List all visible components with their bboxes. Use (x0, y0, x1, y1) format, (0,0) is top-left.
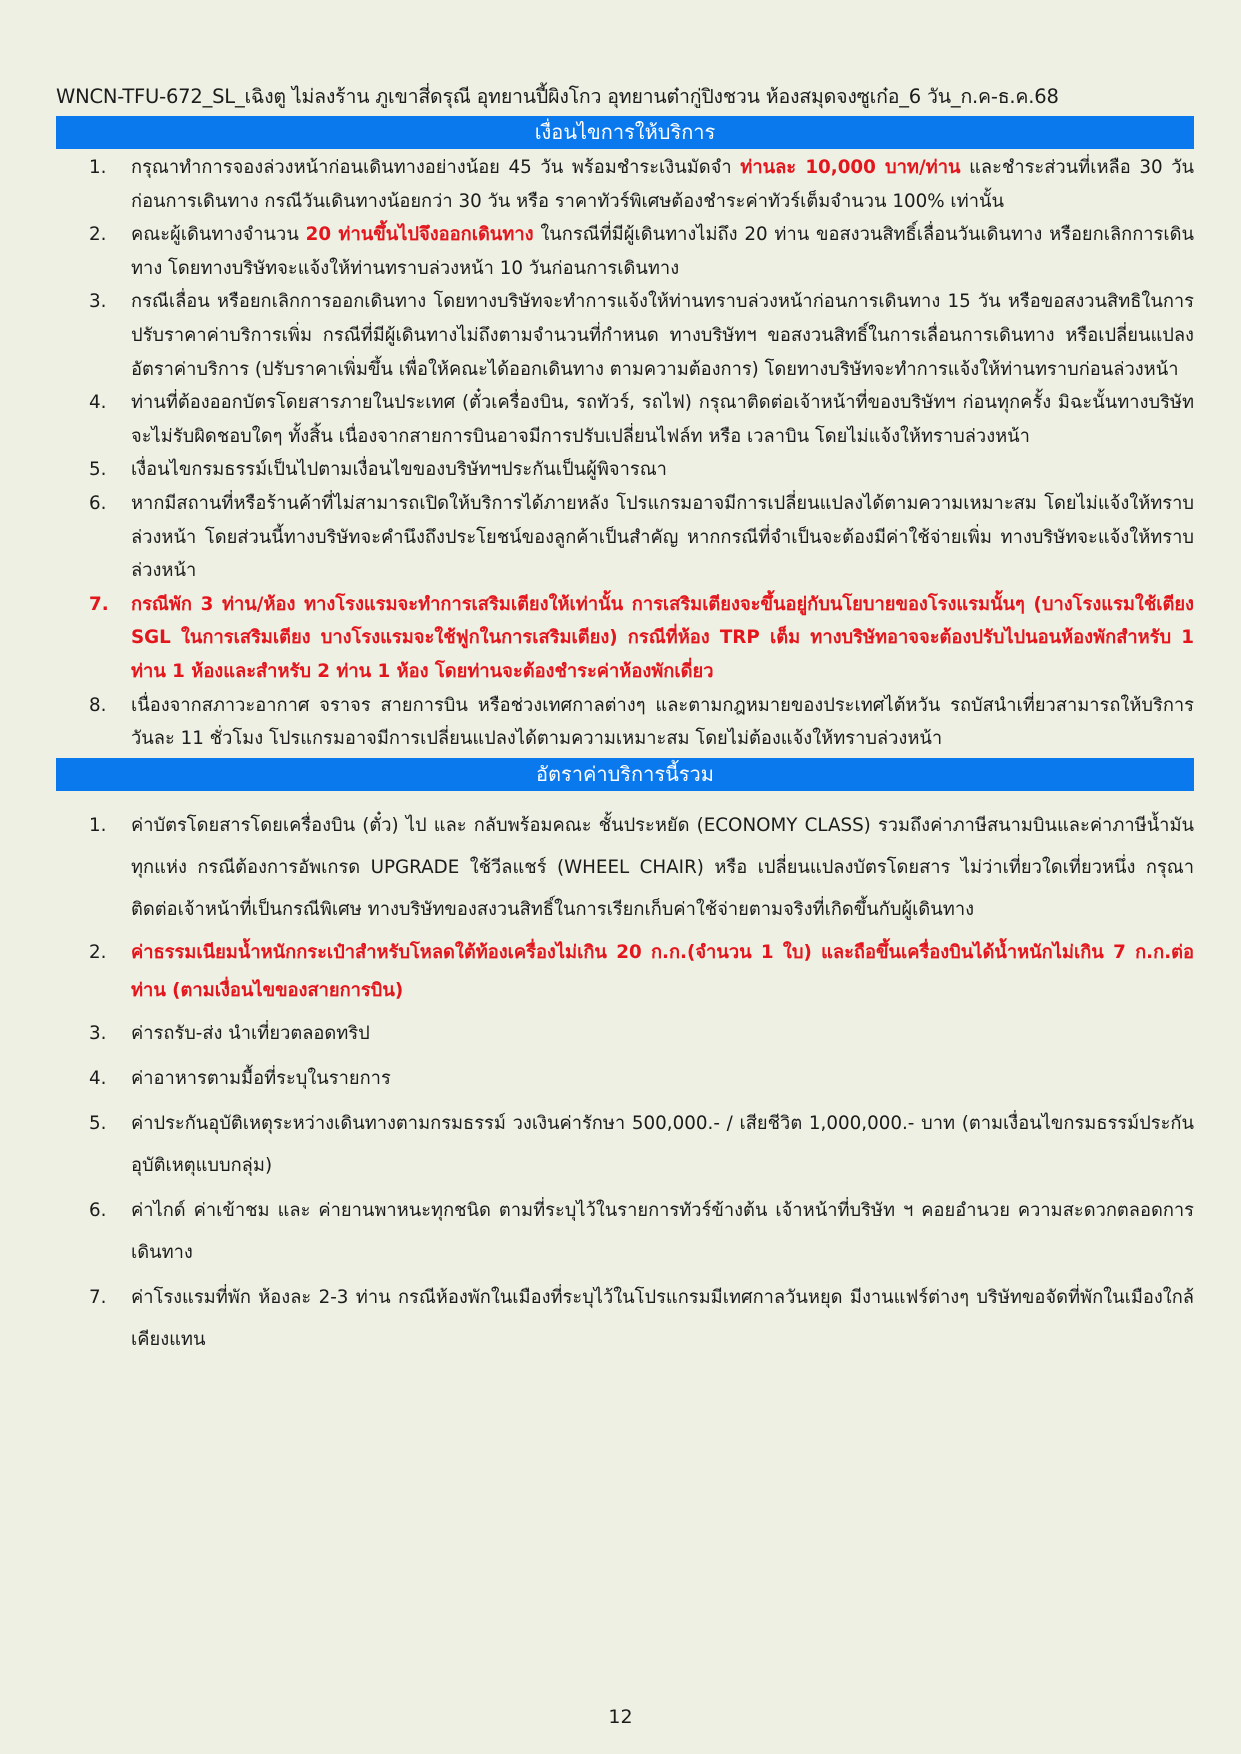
list-item (56, 805, 1194, 931)
item-number: 3. (89, 291, 107, 313)
list-item (56, 1013, 1194, 1055)
item-text: เนื่องจากสภาวะอากาศ จราจร สายการบิน หรือช่วงเทศกาลต่างๆ และตามกฎหมายของประเทศไต้หวัน รถบัสนำเที่ยวสามารถให้บริการวันละ 11 ชั่วโมง โปรแกรมอาจมีการเปลี่ยนแปลงได้ตามความเหมาะสม โดยไม่ต้องแจ้งให้ทราบล่วงหน้า (131, 694, 1194, 750)
list-item (56, 487, 1194, 588)
item-number: 7. (89, 1286, 107, 1308)
section-header-included: อัตราค่าบริการนี้รวม (56, 758, 1194, 791)
list-item (56, 453, 1194, 487)
item-number: 5. (89, 459, 107, 481)
item-number: 6. (89, 492, 107, 514)
item-number: 4. (89, 392, 107, 414)
item-number: 8. (89, 694, 107, 716)
list-item (56, 1058, 1194, 1100)
section-header-conditions: เงื่อนไขการให้บริการ (56, 116, 1194, 149)
item-text: ท่านที่ต้องออกบัตรโดยสารภายในประเทศ (ตั๋วเครื่องบิน, รถทัวร์, รถไฟ) กรุณาติดต่อเจ้าหน้าที่ของบริษัทฯ ก่อนทุกครั้ง มิฉะนั้นทางบริษัทจะไม่รับผิดชอบใดๆ ทั้งสิ้น เนื่องจากสายการบินอาจมีการปรับเปลี่ยนไฟล์ท หรือ เวลาบิน โดยไม่แจ้งให้ทราบล่วงหน้า (131, 392, 1194, 447)
item-text: ค่าบัตรโดยสารโดยเครื่องบิน (ตั๋ว) ไป และ กลับพร้อมคณะ ชั้นประหยัด (ECONOMY CLASS) รวมถึงค่าภาษีสนามบินและค่าภาษีน้ำมันทุกแห่ง กรณีต้องการอัพเกรด UPGRADE ใช้วีลแชร์ (WHEEL CHAIR) หรือ เปลี่ยนแปลงบัตรโดยสาร ไม่ว่าเที่ยวใดเที่ยวหนึ่ง กรุณาติดต่อเจ้าหน้าที่เป็นกรณีพิเศษ ทางบริษัทของสงวนสิทธิ์ในการเรียกเก็บค่าใช้จ่ายตามจริงที่เกิดขึ้นกับผู้เดินทาง (131, 814, 1194, 920)
item-text: กรณีเลื่อน หรือยกเลิกการออกเดินทาง โดยทางบริษัทจะทำการแจ้งให้ท่านทราบล่วงหน้าก่อนการเดินทาง 15 วัน หรือขอสงวนสิทธิในการปรับราคาค่าบริการเพิ่ม กรณีที่มีผู้เดินทางไม่ถึงตามจำนวนที่กำหนด ทางบริษัทฯ ขอสงวนสิทธิ์ในการเลื่อนการเดินทาง หรือเปลี่ยนแปลงอัตราค่าบริการ (ปรับราคาเพิ่มขึ้น เพื่อให้คณะได้ออกเดินทาง ตามความต้องการ) โดยทางบริษัทจะทำการแจ้งให้ท่านทราบก่อนล่วงหน้า (131, 291, 1194, 380)
item-number: 4. (89, 1067, 107, 1089)
item-number: 1. (89, 157, 107, 178)
item-text: ค่าธรรมเนียมน้ำหนักกระเป๋าสำหรับโหลดใต้ท้องเครื่องไม่เกิน 20 ก.ก.(จำนวน 1 ใบ) และถือขึ้นเครื่องบินได้น้ำหนักไม่เกิน 7 ก.ก.ต่อท่าน (ตามเงื่อนไขของสายการบิน) (131, 941, 1194, 1001)
list-item (56, 1190, 1194, 1274)
item-text: ค่าโรงแรมที่พัก ห้องละ 2-3 ท่าน กรณีห้องพักในเมืองที่ระบุไว้ในโปรแกรมมีเทศกาลวันหยุด มีงานแฟร์ต่างๆ บริษัทขอจัดที่พักในเมืองใกล้เคียงแทน (131, 1286, 1194, 1350)
item-number: 7. (89, 593, 109, 615)
list-item-highlighted (56, 588, 1194, 689)
list-item (56, 151, 1194, 218)
item-number: 2. (89, 941, 107, 963)
item-text: กรณีพัก 3 ท่าน/ห้อง ทางโรงแรมจะทำการเสริมเตียงให้เท่านั้น การเสริมเตียงจะขึ้นอยู่กับนโยบายของโรงแรมนั้นๆ (บางโรงแรมใช้เตียง SGL ในการเสริมเตียง บางโรงแรมจะใช้ฟูกในการเสริมเตียง) กรณีที่ห้อง TRP เต็ม ทางบริษัทอาจจะต้องปรับไปนอนห้องพักสำหรับ 1 ท่าน 1 ห้องและสำหรับ 2 ท่าน 1 ห้อง โดยท่านจะต้องชำระค่าห้องพักเดี่ยว (131, 593, 1194, 682)
list-item (56, 285, 1194, 386)
item-text: ค่ารถรับ-ส่ง นำเที่ยวตลอดทริป (131, 1022, 370, 1044)
list-item-highlighted (56, 934, 1194, 1010)
list-item (56, 386, 1194, 453)
item-text: ค่าอาหารตามมื้อที่ระบุในรายการ (131, 1067, 391, 1089)
item-number: 1. (89, 814, 107, 836)
document-title: WNCN-TFU-672_SL_เฉิงตู ไม่ลงร้าน ภูเขาสี่ดรุณี อุทยานปี้ผิงโกว อุทยานต๋ากู่ปิงชวน ห้องสมุดจงซูเก๋อ_6 วัน_ก.ค-ธ.ค.68 (56, 85, 1059, 108)
list-item (56, 218, 1194, 285)
included-list (56, 805, 1194, 1361)
item-number: 6. (89, 1199, 107, 1221)
item-text: กรุณาทำการจองล่วงหน้าก่อนเดินทางอย่างน้อย 45 วัน พร้อมชำระเงินมัดจำ ท่านละ 10,000 บาท/ท่าน และชำระส่วนที่เหลือ 30 วัน ก่อนการเดินทาง กรณีวันเดินทางน้อยกว่า 30 วัน หรือ ราคาทัวร์พิเศษต้องชำระค่าทัวร์เต็มจำนวน 100% เท่านั้น (131, 157, 1194, 212)
item-text: ค่าไกด์ ค่าเข้าชม และ ค่ายานพาหนะทุกชนิด ตามที่ระบุไว้ในรายการทัวร์ข้างต้น เจ้าหน้าที่บริษัท ฯ คอยอำนวย ความสะดวกตลอดการเดินทาง (131, 1199, 1194, 1263)
list-item (56, 689, 1194, 756)
list-item (56, 1277, 1194, 1361)
list-item (56, 1103, 1194, 1187)
item-text: ค่าประกันอุบัติเหตุระหว่างเดินทางตามกรมธรรม์ วงเงินค่ารักษา 500,000.- / เสียชีวิต 1,000,000.- บาท (ตามเงื่อนไขกรมธรรม์ประกันอุบัติเหตุแบบกลุ่ม) (131, 1112, 1194, 1176)
item-number: 2. (89, 224, 107, 246)
conditions-list (56, 151, 1194, 756)
item-text: หากมีสถานที่หรือร้านค้าที่ไม่สามารถเปิดให้บริการได้ภายหลัง โปรแกรมอาจมีการเปลี่ยนแปลงได้ตามความเหมาะสม โดยไม่แจ้งให้ทราบล่วงหน้า โดยส่วนนี้ทางบริษัทจะคำนึงถึงประโยชน์ของลูกค้าเป็นสำคัญ หากกรณีที่จำเป็นจะต้องมีค่าใช้จ่ายเพิ่ม ทางบริษัทจะแจ้งให้ทราบล่วงหน้า (131, 492, 1194, 582)
document-page (56, 80, 1194, 1364)
item-number: 3. (89, 1022, 107, 1044)
item-text: เงื่อนไขกรมธรรม์เป็นไปตามเงื่อนไขของบริษัทฯประกันเป็นผู้พิจารณา (131, 459, 667, 481)
page-number: 12 (608, 1706, 633, 1728)
item-number: 5. (89, 1112, 107, 1134)
item-text: คณะผู้เดินทางจำนวน 20 ท่านขึ้นไปจึงออกเดินทาง ในกรณีที่มีผู้เดินทางไม่ถึง 20 ท่าน ขอสงวนสิทธิ์เลื่อนวันเดินทาง หรือยกเลิกการเดินทาง โดยทางบริษัทจะแจ้งให้ท่านทราบล่วงหน้า 10 วันก่อนการเดินทาง (131, 224, 1194, 279)
